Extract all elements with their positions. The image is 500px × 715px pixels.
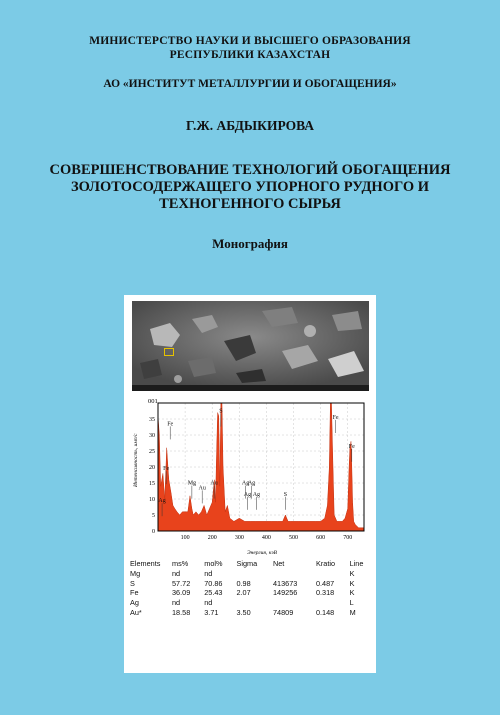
table-cell: 413673	[272, 578, 298, 588]
table-cell: Au*	[130, 607, 142, 617]
table-cell: 0.318	[315, 588, 335, 598]
peak-label: Ag	[243, 491, 252, 498]
table-header-cell: ms%	[172, 559, 189, 568]
ministry-line-1: МИНИСТЕРСТВО НАУКИ И ВЫСШЕГО ОБРАЗОВАНИЯ	[89, 35, 411, 47]
table-cell: Mg	[130, 568, 141, 578]
ministry-header	[0, 34, 500, 62]
x-tick-label: 200	[207, 535, 217, 541]
table-row	[130, 598, 374, 608]
y-axis-label: Интенсивность, имп/с	[133, 433, 139, 487]
author-name: Г.Ж. АБДЫКИРОВА	[185, 118, 315, 133]
table-cell: L	[349, 598, 354, 608]
peak-label: Ag	[247, 480, 256, 487]
table-cell: K	[349, 578, 355, 588]
table-header-cell: Net	[272, 559, 285, 568]
table-cell: 25.43	[204, 588, 223, 598]
table-cell: nd	[172, 568, 181, 578]
cover-figure	[124, 295, 376, 673]
table-cell: M	[349, 607, 356, 617]
table-cell: S	[130, 578, 135, 588]
table-cell	[273, 569, 316, 579]
x-tick-label: 300	[234, 535, 244, 541]
table-header-cell: Elements	[130, 559, 161, 568]
table-cell: 2.07	[236, 588, 251, 598]
table-cell	[316, 569, 350, 579]
table-cell: Ag	[130, 598, 139, 608]
title-line: ТЕХНОГЕННОГО СЫРЬЯ	[159, 196, 341, 212]
table-header-cell: Line	[349, 559, 364, 568]
x-tick-label: 600	[316, 535, 326, 541]
y-tick-label: 25	[149, 449, 155, 455]
table-row	[130, 588, 374, 598]
table-header-row	[130, 559, 374, 569]
table-cell: 57.72	[172, 578, 191, 588]
peak-label: Ag	[252, 491, 261, 498]
sem-region-marker	[164, 348, 174, 356]
table-header-cell: mol%	[204, 559, 223, 568]
genre-label: Монография	[212, 236, 288, 251]
table-cell: 0.148	[315, 607, 335, 617]
x-axis-label: Энергия, кэВ	[246, 550, 278, 555]
table-row	[130, 569, 374, 579]
table-cell: 74809	[272, 607, 294, 617]
sem-micrograph-image	[132, 301, 369, 391]
eds-results-table	[130, 559, 374, 618]
peak-label: Ag	[241, 480, 250, 487]
x-tick-label: 700	[343, 535, 353, 541]
table-cell: K	[349, 568, 355, 578]
sem-scale-bar	[132, 385, 369, 391]
y-tick-label: 5	[152, 513, 155, 519]
table-cell	[236, 569, 273, 579]
table-cell: K	[349, 588, 355, 598]
peak-label: Ag	[158, 498, 166, 505]
book-title	[0, 162, 500, 213]
table-cell: nd	[204, 598, 213, 608]
table-cell: 70.86	[204, 578, 223, 588]
x-tick-label: 500	[289, 535, 299, 541]
y-tick-label: 20	[149, 465, 155, 471]
table-cell: nd	[172, 598, 181, 608]
y-tick-label: 0	[152, 529, 155, 535]
peak-label: S	[283, 491, 288, 498]
y-tick-label: 35	[149, 417, 155, 423]
peak-label: Au	[198, 485, 206, 492]
y-tick-label: 30	[149, 433, 155, 439]
eds-spectrum-chart	[132, 395, 372, 555]
y-tick-label: 10	[149, 497, 155, 503]
table-cell: nd	[204, 568, 213, 578]
table-row	[130, 579, 374, 589]
table-header-cell: Sigma	[236, 559, 258, 568]
table-cell: 3.71	[204, 607, 219, 617]
peak-label: Au	[210, 480, 218, 487]
table-cell	[236, 598, 273, 608]
x-tick-label: 100	[180, 535, 190, 541]
peak-label: Fe	[348, 443, 355, 450]
peak-label: S	[219, 408, 223, 415]
y-tick-label: 15	[149, 481, 155, 487]
table-cell: 36.09	[172, 588, 191, 598]
table-row	[130, 608, 374, 618]
institute-name: АО «ИНСТИТУТ МЕТАЛЛУРГИИ И ОБОГАЩЕНИЯ»	[103, 78, 397, 90]
figure-label: 001	[148, 398, 158, 405]
table-cell	[316, 598, 350, 608]
table-cell: 3.50	[236, 607, 251, 617]
peak-label: Mg	[187, 480, 197, 487]
table-cell: Fe	[130, 588, 139, 598]
table-cell	[273, 598, 316, 608]
table-cell: 149256	[272, 588, 298, 598]
table-cell: 0.487	[315, 578, 335, 588]
peak-label: Fe	[332, 415, 339, 421]
x-tick-label: 400	[261, 535, 271, 541]
title-line: СОВЕРШЕНСТВОВАНИЕ ТЕХНОЛОГИЙ ОБОГАЩЕНИЯ	[49, 162, 451, 178]
table-header-cell: Kratio	[315, 559, 336, 568]
ministry-line-2: РЕСПУБЛИКИ КАЗАХСТАН	[169, 49, 331, 61]
peak-label: Fe	[167, 421, 174, 428]
peak-label: Fe	[163, 466, 170, 473]
table-cell: 18.58	[172, 607, 191, 617]
table-cell: 0.98	[236, 578, 251, 588]
title-line: ЗОЛОТОСОДЕРЖАЩЕГО УПОРНОГО РУДНОГО И	[70, 179, 430, 195]
